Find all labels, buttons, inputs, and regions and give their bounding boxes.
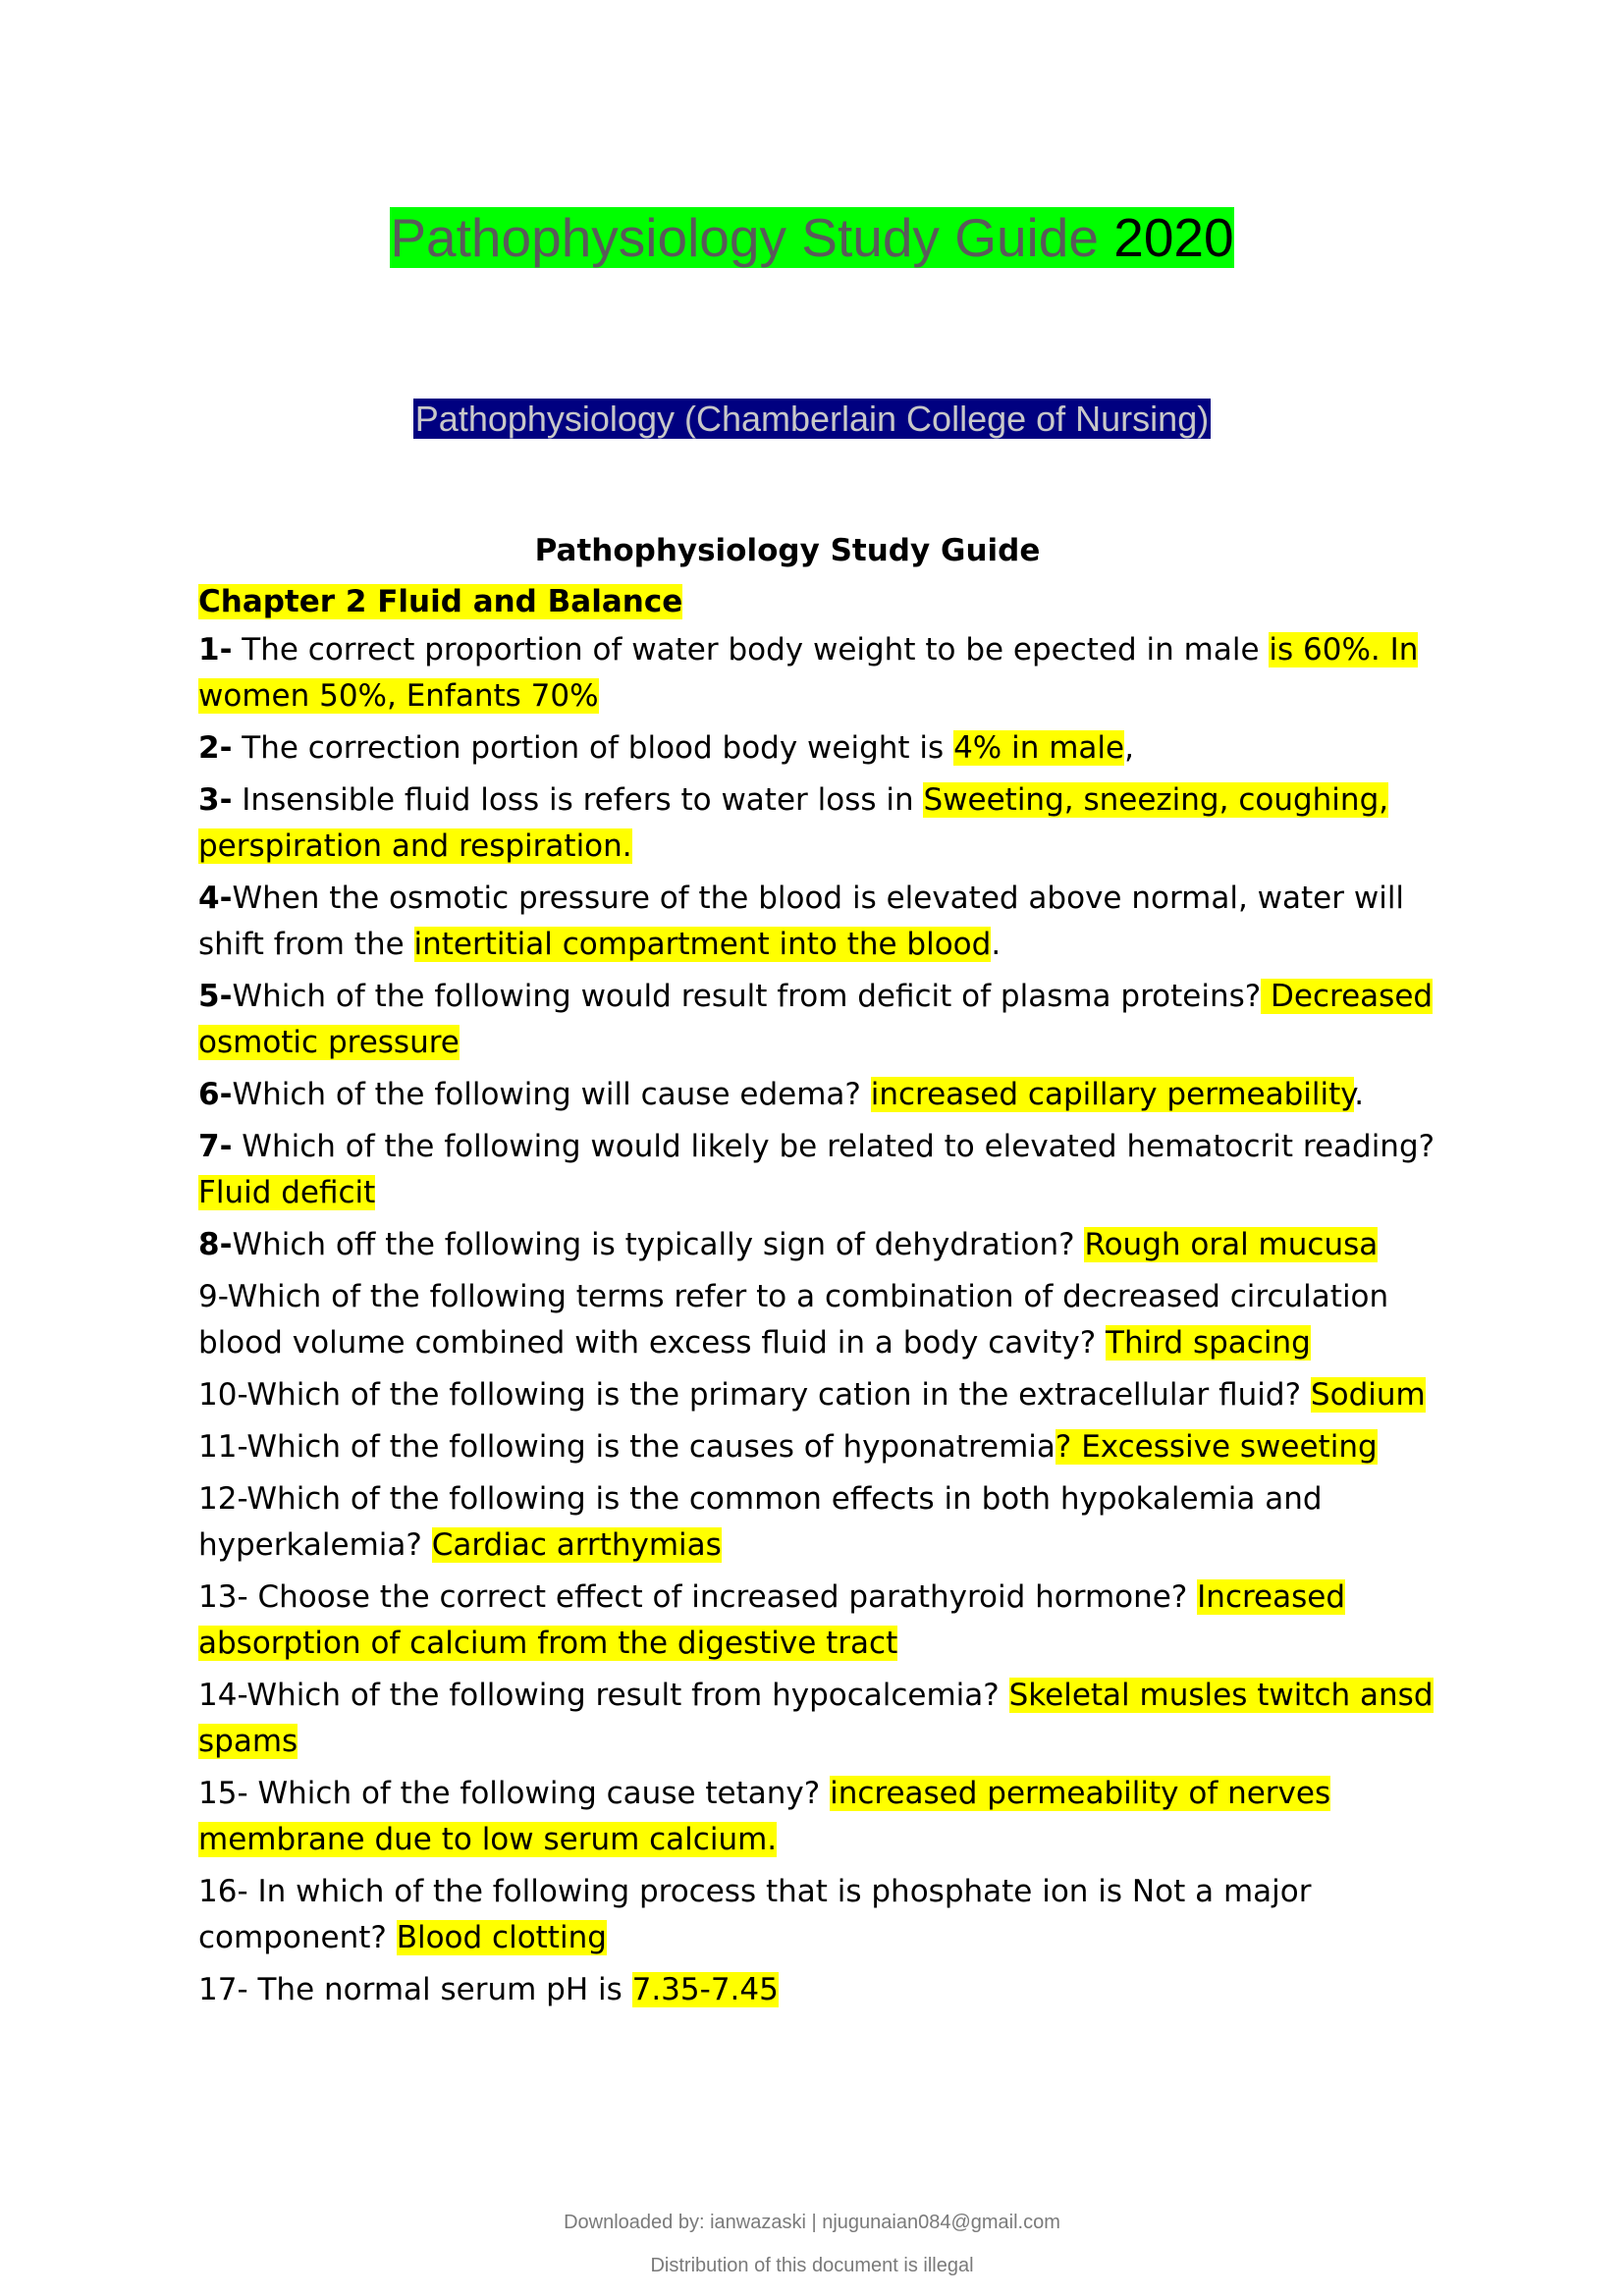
question-text: The normal serum pH is — [247, 1972, 632, 2007]
question-item — [198, 1372, 1475, 1418]
question-number: 6- — [198, 1077, 233, 1112]
question-number: 16- — [198, 1874, 248, 1909]
question-text: Which of the following is the primary cation in the extracellular fluid? — [246, 1377, 1311, 1413]
question-text: Which of the following terms refer to a combination of decreased circulation blood volume combined with excess fluid in a body cavity? — [198, 1279, 1389, 1361]
question-trailing: . — [991, 927, 1001, 962]
question-text: Which of the following will cause edema? — [232, 1077, 871, 1112]
question-item — [198, 1424, 1475, 1470]
question-item — [198, 1673, 1475, 1765]
question-number: 17- — [198, 1972, 248, 2007]
question-number: 14- — [198, 1678, 247, 1713]
answer-highlight: Decreased osmotic pressure — [198, 979, 1434, 1060]
question-item — [198, 1222, 1475, 1268]
answer-highlight: Third spacing — [1106, 1325, 1311, 1361]
question-number: 8- — [198, 1227, 233, 1262]
chapter-heading — [198, 576, 1475, 627]
answer-highlight: Skeletal musles twitch ansd spams — [198, 1678, 1434, 1759]
question-number: 13- — [198, 1579, 248, 1615]
question-text: Which of the following would likely be related to elevated hematocrit reading? — [232, 1129, 1435, 1164]
answer-highlight: 4% in male — [953, 730, 1125, 766]
answer-highlight: Sodium — [1310, 1377, 1426, 1413]
answer-highlight: Sweeting, sneezing, coughing, perspiration and respiration. — [198, 782, 1389, 864]
question-item — [198, 627, 1475, 720]
answer-highlight: 7.35-7.45 — [631, 1972, 779, 2007]
course-subtitle-text: Pathophysiology (Chamberlain College of Nursing) — [414, 399, 1210, 439]
question-number: 5- — [198, 979, 233, 1014]
question-trailing: . — [1354, 1077, 1365, 1112]
footer-download-note: Downloaded by: ianwazaski | njugunaian084@gmail.com — [564, 2212, 1060, 2233]
question-item — [198, 725, 1475, 772]
question-trailing: , — [1124, 730, 1134, 766]
question-text: Which of the following result from hypocalcemia? — [246, 1678, 1009, 1713]
answer-highlight: intertitial compartment into the blood — [413, 927, 992, 962]
question-item — [198, 777, 1475, 870]
question-number: 9- — [198, 1279, 228, 1314]
course-subtitle — [0, 397, 1624, 442]
answer-highlight: Blood clotting — [396, 1920, 607, 1955]
question-number: 12- — [198, 1481, 247, 1517]
question-item — [198, 1771, 1475, 1863]
question-item — [198, 1274, 1475, 1366]
answer-highlight: is 60%. In women 50%, Enfants 70% — [198, 632, 1419, 714]
section-heading: Pathophysiology Study Guide — [534, 533, 1041, 568]
question-item — [198, 1967, 1475, 2013]
question-text: Which of the following cause tetany? — [247, 1776, 831, 1811]
question-text: Which off the following is typically sign of dehydration? — [232, 1227, 1085, 1262]
title-year: 2020 — [1113, 207, 1234, 268]
question-text: Choose the correct effect of increased parathyroid hormone? — [247, 1579, 1198, 1615]
answer-highlight: increased permeability of nerves membrane due to low serum calcium. — [198, 1776, 1331, 1857]
answer-highlight: Cardiac arrthymias — [431, 1527, 722, 1563]
question-text: Which of the following would result from deficit of plasma proteins? — [232, 979, 1262, 1014]
question-text: The correct proportion of water body weight to be epected in male — [232, 632, 1270, 667]
answer-highlight: Fluid deficit — [198, 1175, 376, 1210]
question-text: The correction portion of blood body weight is — [232, 730, 954, 766]
question-item — [198, 1575, 1475, 1667]
answer-highlight: Rough oral mucusa — [1084, 1227, 1379, 1262]
title-text: Pathophysiology Study Guide — [390, 207, 1114, 268]
question-item — [198, 1869, 1475, 1961]
question-text: Which of the following is the common effects in both hypokalemia and hyperkalemia? — [198, 1481, 1323, 1563]
question-number: 7- — [198, 1129, 233, 1164]
question-list — [198, 627, 1475, 2013]
question-number: 1- — [198, 632, 233, 667]
footer-distribution-note: Distribution of this document is illegal — [650, 2255, 974, 2276]
question-item — [198, 974, 1475, 1066]
question-item — [198, 1476, 1475, 1569]
question-number: 15- — [198, 1776, 248, 1811]
question-number: 2- — [198, 730, 233, 766]
question-text: Which of the following is the causes of hyponatremia — [246, 1429, 1056, 1465]
question-text: In which of the following process that is phosphate ion is Not a major component? — [198, 1874, 1312, 1955]
question-number: 4- — [198, 881, 233, 916]
answer-highlight: ? Excessive sweeting — [1055, 1429, 1378, 1465]
question-text: When the osmotic pressure of the blood is elevated above normal, water will shift from the — [198, 881, 1405, 962]
question-item — [198, 1124, 1475, 1216]
answer-highlight: increased capillary permeability — [870, 1077, 1355, 1112]
question-number: 10- — [198, 1377, 247, 1413]
answer-highlight: Increased absorption of calcium from the digestive tract — [198, 1579, 1346, 1661]
question-number: 3- — [198, 782, 233, 818]
document-body — [198, 525, 1475, 2019]
question-item — [198, 876, 1475, 968]
document-title — [0, 202, 1624, 273]
question-number: 11- — [198, 1429, 247, 1465]
chapter-heading-text: Chapter 2 Fluid and Balance — [198, 584, 683, 619]
question-item — [198, 1072, 1475, 1118]
question-text: Insensible fluid loss is refers to water loss in — [232, 782, 924, 818]
